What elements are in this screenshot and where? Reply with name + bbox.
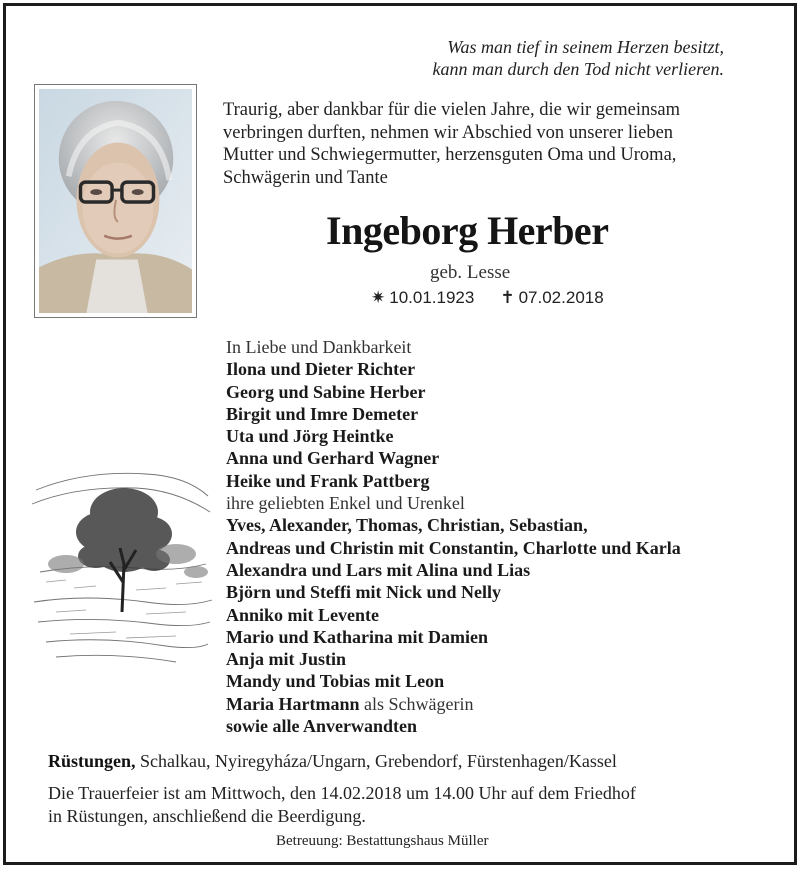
funeral-info xyxy=(48,782,636,828)
mourners-list xyxy=(226,336,681,737)
grandchild-entry: Anniko mit Levente xyxy=(226,604,379,625)
grandchild-entry: Mario und Katharina mit Damien xyxy=(226,626,489,647)
main-place: Rüstungen, xyxy=(48,751,136,771)
portrait-image xyxy=(39,89,192,313)
grandchild-entry: Andreas und Christin mit Constantin, Charlotte und Karla xyxy=(226,537,681,558)
grandchild-entry: Yves, Alexander, Thomas, Christian, Sebastian, xyxy=(226,515,588,536)
grandchild-entry: Björn und Steffi mit Nick und Nelly xyxy=(226,582,502,603)
grandchild-entry: Anja mit Justin xyxy=(226,649,347,670)
intro-line-3: Mutter und Schwiegermutter, herzensguten Oma und Uroma, xyxy=(223,145,677,165)
intro-text xyxy=(223,99,743,189)
deceased-name: Ingeborg Herber xyxy=(326,208,609,253)
sister-in-law-entry xyxy=(226,693,681,715)
sister-in-law-role: als Schwägerin xyxy=(363,693,474,714)
birth-star-icon: ✷ xyxy=(371,288,386,307)
mourners-opening: In Liebe und Dankbarkeit xyxy=(226,337,412,357)
birth-date: 10.01.1923 xyxy=(389,288,475,307)
child-entry: Anna und Gerhard Wagner xyxy=(226,448,440,469)
child-entry: Ilona und Dieter Richter xyxy=(226,359,416,380)
quote-line-2: kann man durch den Tod nicht verlieren. xyxy=(432,59,724,79)
child-entry: Georg und Sabine Herber xyxy=(226,381,426,402)
mourners-closing: sowie alle Anverwandten xyxy=(226,716,417,737)
life-dates xyxy=(371,288,608,308)
sister-in-law-name: Maria Hartmann xyxy=(226,693,360,714)
tree-illustration xyxy=(26,452,214,678)
grandchild-entry: Mandy und Tobias mit Leon xyxy=(226,671,445,692)
birth-name: geb. Lesse xyxy=(430,262,511,283)
funeral-line-2: in Rüstungen, anschließend die Beerdigung. xyxy=(48,806,366,826)
funeral-line-1: Die Trauerfeier ist am Mittwoch, den 14.02.2018 um 14.00 Uhr auf dem Friedhof xyxy=(48,783,636,803)
intro-line-1: Traurig, aber dankbar für die vielen Jahre, die wir gemeinsam xyxy=(223,100,681,120)
intro-line-4: Schwägerin und Tante xyxy=(223,167,388,188)
death-date: 07.02.2018 xyxy=(518,288,604,307)
child-entry: Birgit und Imre Demeter xyxy=(226,403,419,424)
child-entry: Uta und Jörg Heintke xyxy=(226,426,394,447)
death-cross-icon: ✝ xyxy=(500,288,515,307)
portrait-photo xyxy=(34,84,197,318)
places-line xyxy=(48,751,617,772)
grandchild-entry: Alexandra und Lars mit Alina und Lias xyxy=(226,559,531,580)
other-places: Schalkau, Nyiregyháza/Ungarn, Grebendorf, Fürstenhagen/Kassel xyxy=(140,751,617,771)
child-entry: Heike und Frank Pattberg xyxy=(226,470,430,491)
intro-line-2: verbringen durften, nehmen wir Abschied von unserer lieben xyxy=(223,122,674,143)
funeral-home-credit: Betreuung: Bestattungshaus Müller xyxy=(276,833,489,849)
grandchildren-intro: ihre geliebten Enkel und Urenkel xyxy=(226,493,465,514)
quote-line-1: Was man tief in seinem Herzen besitzt, xyxy=(447,37,724,57)
memorial-quote xyxy=(433,36,724,80)
